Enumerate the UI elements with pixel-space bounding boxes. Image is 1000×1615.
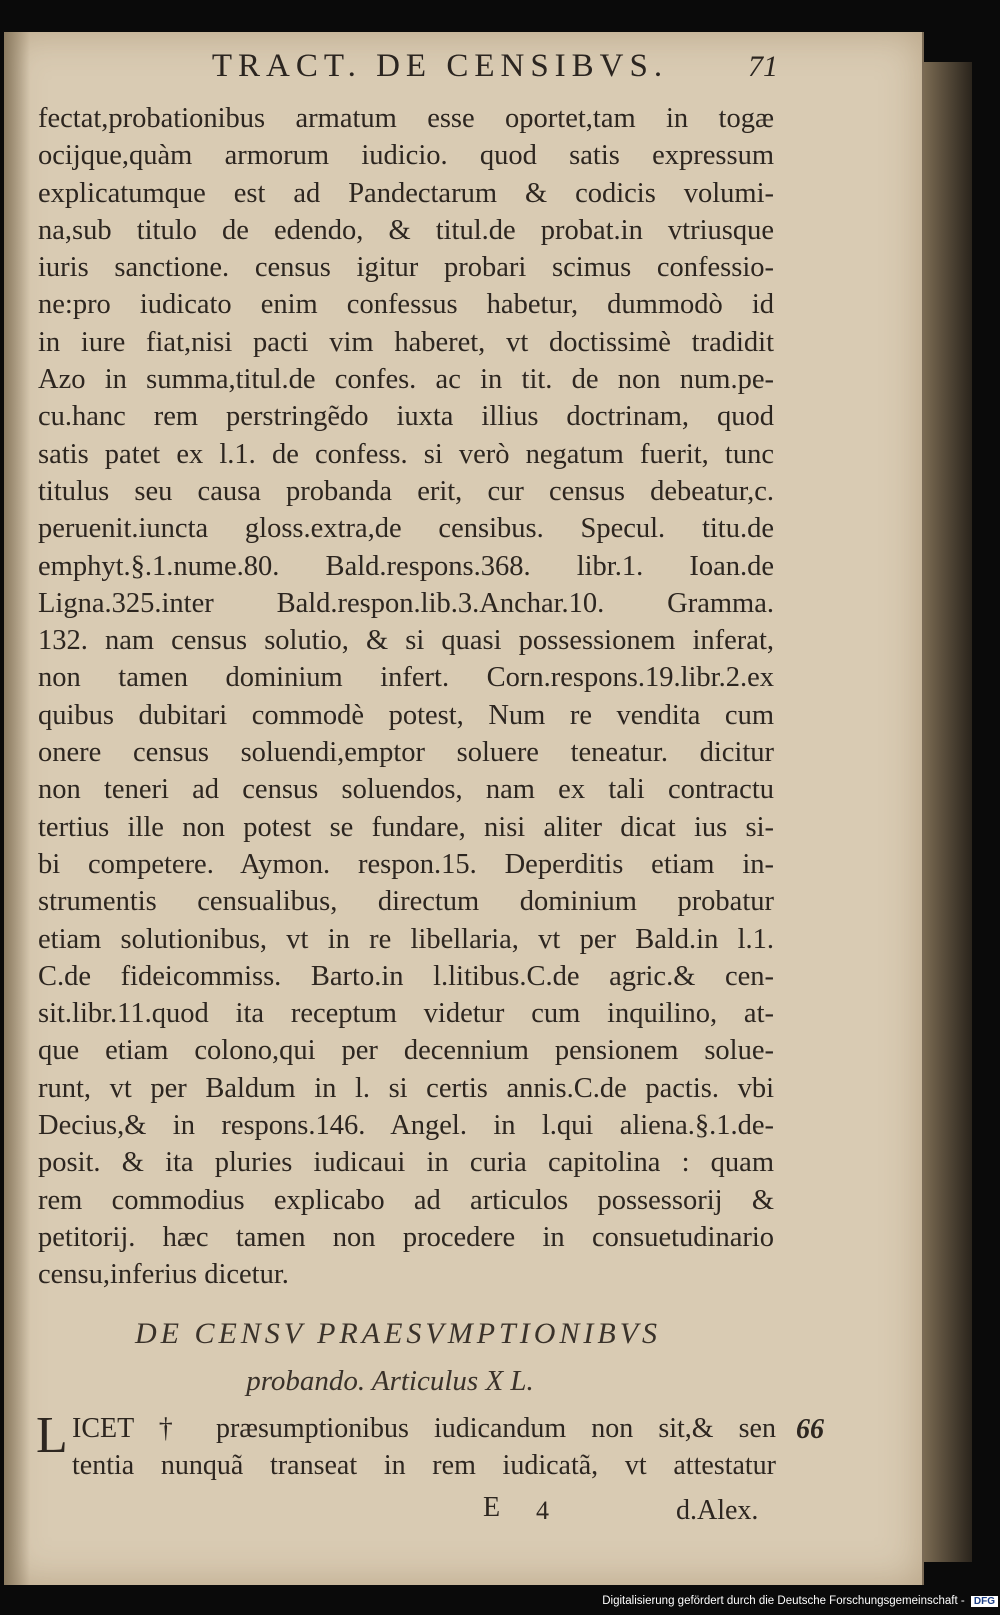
folio-number: 71 — [748, 50, 778, 83]
page-edge — [924, 62, 972, 1562]
section-subtitle: probando. Articulus X L. — [246, 1365, 534, 1397]
text-line: ICET † præsumptionibus iudicandum non sit,& sen — [72, 1413, 776, 1444]
catchword: d.Alex. — [676, 1495, 759, 1526]
text-line: strumentis censualibus, directum dominium probatur — [38, 886, 774, 918]
text-line: non teneri ad census soluendos, nam ex tali contractu — [38, 774, 774, 806]
text-line: iuris sanctione. census igitur probari scimus confessio- — [38, 252, 774, 284]
text-line: posit. & ita pluries iudicaui in curia capitolina : quam — [38, 1147, 774, 1179]
marginal-note: 66 — [796, 1414, 824, 1445]
text-line: ocijque,quàm armorum iudicio. quod satis expressum — [38, 140, 774, 172]
text-line: Ligna.325.inter Bald.respon.lib.3.Anchar.10. Gramma. — [38, 587, 774, 619]
signature-mark: E — [483, 1492, 501, 1523]
article-paragraph — [36, 1407, 776, 1485]
footer-text: Digitalisierung gefördert durch die Deutsche Forschungsgemeinschaft - — [602, 1595, 965, 1607]
text-line: 132. nam census solutio, & si quasi possessionem inferat, — [38, 625, 774, 657]
text-line: que etiam colono,qui per decennium pensionem solue- — [38, 1035, 774, 1067]
text-line: bi competere. Aymon. respon.15. Deperditis etiam in- — [38, 848, 774, 880]
text-line: runt, vt per Baldum in l. si certis annis.C.de pactis. vbi — [38, 1072, 774, 1104]
main-paragraph — [38, 100, 774, 1294]
text-line: na,sub titulo de edendo, & titul.de probat.in vtriusque — [38, 214, 774, 246]
page-gutter-shadow — [4, 32, 30, 1585]
text-line: censu,inferius dicetur. — [38, 1259, 289, 1291]
signature-number: 4 — [536, 1496, 549, 1525]
text-line: C.de fideicommiss. Barto.in l.litibus.C.de agric.& cen- — [38, 960, 774, 992]
text-line: titulus seu causa probanda erit, cur census debeatur,c. — [38, 475, 774, 507]
dfg-logo: DFG — [971, 1596, 998, 1607]
text-line: emphyt.§.1.nume.80. Bald.respons.368. libr.1. Ioan.de — [38, 550, 774, 582]
text-line: sit.libr.11.quod ita receptum videtur cum inquilino, at- — [38, 998, 774, 1030]
text-line: peruenit.iuncta gloss.extra,de censibus. Specul. titu.de — [38, 513, 774, 545]
text-line: onere census soluendi,emptor soluere teneatur. dicitur — [38, 737, 774, 769]
text-line: rem commodius explicabo ad articulos possessorij & — [38, 1184, 774, 1216]
text-line: fectat,probationibus armatum esse oportet,tam in togæ — [38, 103, 774, 134]
text-line: etiam solutionibus, vt in re libellaria, vt per Bald.in l.1. — [38, 923, 774, 955]
text-line: tentia nunquã transeat in rem iudicatã, vt attestatur — [72, 1450, 776, 1482]
funding-footer — [560, 1595, 998, 1607]
text-line: ne:pro iudicato enim confessus habetur, dummodò id — [38, 289, 774, 321]
text-line: in iure fiat,nisi pacti vim haberet, vt doctissimè tradidit — [38, 326, 774, 358]
text-line: satis patet ex l.1. de confess. si verò negatum fuerit, tunc — [38, 438, 774, 470]
text-line: explicatumque est ad Pandectarum & codicis volumi- — [38, 177, 774, 209]
drop-capital: L — [36, 1407, 68, 1464]
text-line: cu.hanc rem perstringẽdo iuxta illius doctrinam, quod — [38, 401, 774, 433]
text-line: Azo in summa,titul.de confes. ac in tit. de non num.pe- — [38, 364, 774, 396]
running-header: TRACT. DE CENSIBVS. — [211, 48, 669, 84]
section-title: DE CENSV PRAESVMPTIONIBVS — [134, 1317, 662, 1350]
text-line: petitorij. hæc tamen non procedere in consuetudinario — [38, 1221, 774, 1253]
text-line: non tamen dominium infert. Corn.respons.19.libr.2.ex — [38, 662, 774, 694]
text-line: Decius,& in respons.146. Angel. in l.qui aliena.§.1.de- — [38, 1110, 774, 1142]
text-line: quibus dubitari commodè potest, Num re vendita cum — [38, 699, 774, 731]
text-line: tertius ille non potest se fundare, nisi aliter dicat ius si- — [38, 811, 774, 843]
